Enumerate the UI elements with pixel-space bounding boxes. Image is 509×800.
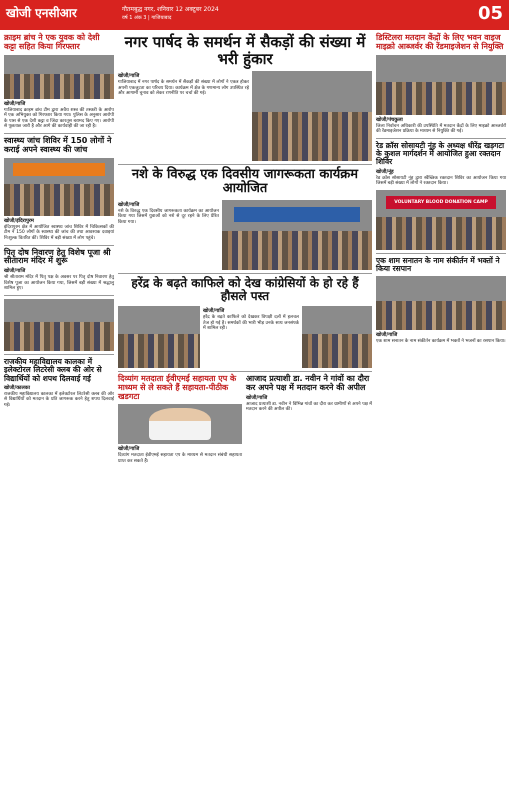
newspaper-brand: खोजी एनसीआर [6, 6, 77, 20]
divider [4, 295, 114, 296]
story-photo [4, 55, 114, 99]
divider [376, 138, 506, 139]
headline: नशे के विरुद्ध एक दिवसीय जागरूकता कार्यक्रम आयोजित [131, 167, 359, 197]
story-pitru-dosh [4, 249, 114, 292]
divider [376, 253, 506, 254]
headline: स्वास्थ्य जांच शिविर में 150 लोगों ने कराई अपने स्वास्थ्य की जांच [4, 136, 112, 154]
dateline: गौतमबुद्ध नगर, शनिवार 12 अक्टूबर 2024 [122, 6, 219, 13]
story-crime-branch [4, 34, 114, 130]
story-photo [4, 299, 114, 351]
body-text: नशे के विरुद्ध एक दिवसीय जागरूकता कार्यक्रम का आयोजन किया गया जिसमें युवाओं को नशे से दूर रहने के लिए प्रेरित किया गया। [118, 208, 219, 225]
lead-body-row [118, 71, 372, 161]
kicker: खोजी/गाजि [246, 394, 268, 401]
lead-headline: नगर पार्षद के समर्थन में सैकड़ों की संख्या में भरी हुंकार [124, 33, 366, 68]
story-divyang [118, 375, 242, 465]
kicker: खोजी/गाजि [376, 332, 398, 339]
lead-story [118, 34, 372, 161]
story-blood-donation [376, 142, 506, 250]
headline: पितृ दोष निवारण हेतु विशेष पूजा श्री सीताराम मंदिर में शुरू [4, 247, 111, 266]
story-photo [4, 158, 114, 216]
headline: रेड क्रॉस सोसायटी नूंह के अध्यक्ष धीरेंद्र खड़गटा के कुशल मार्गदर्शन में आयोजित हुआ रक्तदान शिविर [376, 140, 505, 167]
body-text: गाजियाबाद में नगर पार्षद के समर्थन में सैकड़ों की संख्या में लोगों ने एकत्र होकर अपनी एकजुटता का परिचय दिया। कार्यक्रम में क्षेत्र के गणमान्य लोग उपस्थित रहे और आगामी चुनाव को लेकर रणनीति पर चर्चा की गई। [118, 80, 249, 97]
story-harendra [118, 277, 372, 368]
lead-photo [252, 71, 372, 161]
kicker: खोजी/पंचकुला [376, 116, 403, 123]
story-college-oath [4, 358, 114, 409]
headline: डिस्टिलरा मतदान केंद्रों के लिए भवन वाइज माइक्रो आब्जर्वर की रेंडमाइजेशन से नियुक्ति [376, 33, 504, 51]
story-anti-drug [118, 168, 372, 270]
body-text: गाजियाबाद क्राइम ब्रांच टीम द्वारा अवैध शस्त्र की तस्करी के आरोप में एक अभियुक्त को गिरफ्तार किया गया। पुलिस के अनुसार आरोपी के पास से एक देशी कट्टा व जिंदा कारतूस बरामद किए गए। आरोपी से पूछताछ जारी है और आगे की कार्यवाही की जा रही है। [4, 107, 114, 130]
main-column [118, 34, 372, 465]
right-column [376, 34, 506, 345]
headline: राजकीय महाविद्यालय कालका में इलेक्टोरल लिटरेसी क्लब की ओर से विद्यार्थियों को शपथ दिलवाई गई [4, 357, 102, 383]
story-photo [302, 306, 372, 368]
kicker: खोजी/गाजि [203, 307, 225, 314]
headline: क्राइम ब्रांच ने एक युवक को देशी कट्टा सहित किया गिरफ्तार [4, 33, 100, 51]
body-text: हरेंद्र के बढ़ते काफिले को देखकर विपक्षी दलों में हलचल तेज हो गई है। समर्थकों की भारी भीड़ उनके साथ जनसंपर्क में शामिल रही। [203, 314, 299, 332]
body-text: एक शाम सनातन के नाम संकीर्तन कार्यक्रम में भक्तों ने भजनों का रसपान किया। [376, 339, 506, 345]
story-naveen [246, 375, 372, 465]
divider [118, 164, 372, 165]
body-text: रेड क्रॉस सोसायटी नूंह द्वारा स्वैच्छिक रक्तदान शिविर का आयोजन किया गया जिसमें बड़ी संख्या में लोगों ने रक्तदान किया। [376, 175, 506, 187]
body-text: श्री सीताराम मंदिर में पितृ पक्ष के अवसर पर पितृ दोष निवारण हेतु विशेष पूजा का आयोजन किया गया, जिसमें बड़ी संख्या में श्रद्धालु शामिल हुए। [4, 275, 114, 292]
page-number: 05 [477, 3, 503, 24]
kicker: खोजी/इंदिरापुरम [4, 217, 34, 224]
story-photo [222, 200, 372, 270]
story-photo [118, 306, 200, 368]
body-text: राजकीय महाविद्यालय कालका में इलेक्टोरल लिटरेसी क्लब की ओर से विद्यार्थियों को मतदान के प्रति जागरूक करने हेतु शपथ दिलवाई गई। [4, 391, 114, 409]
body-text: दिव्यांग मतदाता ईवीएमई सहायता एप के माध्यम से मतदान संबंधी सहायता प्राप्त कर सकते हैं। [118, 453, 242, 464]
story-micro-observer [376, 34, 506, 135]
headline: आजाद प्रत्याशी डा. नवीन ने गांवों का दौरा कर अपने पक्ष में मतदान करने की अपील [246, 373, 370, 392]
blood-camp-photo [376, 190, 506, 250]
story-sanatan [376, 257, 506, 345]
masthead [0, 0, 509, 30]
issue-line: वर्ष 1 अंक 3 | गाजियाबाद [122, 15, 172, 21]
kicker: खोजी/गाजि [118, 201, 140, 208]
kicker: खोजी/कालका [4, 384, 30, 391]
story-health-camp [4, 137, 114, 241]
divider [4, 354, 114, 355]
headline: दिव्यांग मतदाता ईवीएमई सहायता एप के माध्यम से ले सकते हैं सहायता-पीठीक खडगटा [118, 373, 237, 401]
headline: एक शाम सनातन के नाम संकीर्तन में भक्तों ने किया रसपान [376, 255, 500, 274]
story-photo [118, 404, 242, 444]
divider [118, 371, 372, 372]
kicker: खोजी/गाजि [118, 73, 140, 79]
camp-banner-text: VOLUNTARY BLOOD DONATION CAMP [394, 199, 488, 205]
kicker: खोजी/गाजि [4, 100, 26, 107]
story-photo [376, 276, 506, 330]
kicker: खोजी/गाजि [4, 268, 26, 275]
left-column [4, 34, 114, 409]
divider [4, 245, 114, 246]
kicker: खोजी/नूंह [376, 168, 394, 175]
story-photo [376, 55, 506, 115]
body-text: आजाद प्रत्याशी डा. नवीन ने विभिन्न गांवों का दौरा कर ग्रामीणों से अपने पक्ष में मतदान करने की अपील की। [246, 401, 372, 413]
divider [4, 133, 114, 134]
divider [118, 273, 372, 274]
body-text: जिला निर्वाचन अधिकारी की उपस्थिति में मतदान केंद्रों के लिए माइक्रो आब्जर्वरों की रेंडमाइजेशन प्रक्रिया के माध्यम से नियुक्ति की गई। [376, 123, 506, 135]
kicker: खोजी/गाजि [118, 446, 140, 453]
headline: हरेंद्र के बढ़ते काफिले को देख कांग्रेसियों के हो रहे हैं हौसले पस्त [131, 275, 359, 303]
body-text: इंदिरापुरम क्षेत्र में आयोजित स्वास्थ्य जांच शिविर में चिकित्सकों की टीम ने 150 लोगों के स्वास्थ्य की जांच की तथा आवश्यक दवाइयां निःशुल्क वितरित कीं। शिविर में बड़ी संख्या में लोग पहुंचे। [4, 224, 114, 241]
